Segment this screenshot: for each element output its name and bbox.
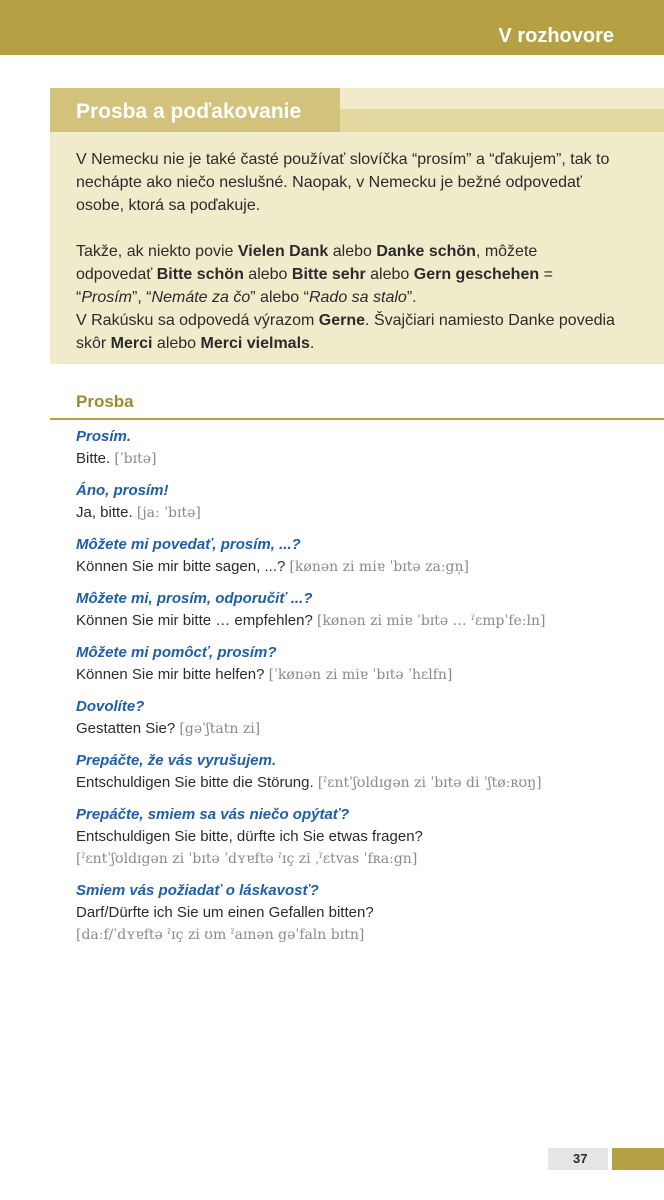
phrase-pronunciation: [daːf/ˈdʏɐftə ˀɪç zi ʊm ˀaɪnən gəˈfaln bɪtn] (76, 927, 365, 943)
info-box-title: Prosba a poďakovanie (76, 100, 302, 123)
phrase-pronunciation: [ˀɛntˈʃʊldɪgən zi ˈbɪtə ˈdʏɐftə ˀɪç zi ˌˀɛtvas ˈfʀaːgn] (76, 851, 418, 867)
phrase-german: Können Sie mir bitte sagen, ...? [kønən zi miɐ ˈbɪtə zaːgn̩] (76, 558, 469, 575)
phrase-slovak: Dovolíte? (76, 698, 145, 715)
phrase-german: Entschuldigen Sie bitte, dürfte ich Sie etwas fragen? (76, 828, 423, 845)
phrase-german: Ja, bitte. [jaː ˈbɪtə] (76, 504, 201, 521)
header-bar (0, 0, 664, 55)
phrase-item (76, 588, 646, 632)
phrase-item (76, 750, 646, 794)
phrase-german: Können Sie mir bitte helfen? [ˈkønən zi miɐ ˈbɪtə ˈhɛlfn] (76, 666, 453, 683)
phrase-item (76, 642, 646, 686)
phrase-slovak: Môžete mi pomôcť, prosím? (76, 644, 277, 661)
phrase-item (76, 480, 646, 524)
phrase-pronunciation: [ˀɛntˈʃʊldɪgən zi ˈbɪtə di ˈʃtøːʀʊŋ] (317, 775, 542, 791)
section-divider (50, 418, 664, 420)
chapter-title: V rozhovore (498, 25, 614, 47)
info-paragraph-1: V Nemecku nie je také časté používať slovíčka “prosím” a “ďakujem”, tak to nechápte ako niečo neslušné. Naopak, v Nemecku je bežné odpovedať osobe, ktorá sa poďakuje. (76, 151, 610, 214)
phrase-german: Darf/Dürfte ich Sie um einen Gefallen bitten? (76, 904, 374, 921)
phrase-pronunciation: [jaː ˈbɪtə] (136, 505, 201, 521)
phrase-german: Gestatten Sie? [gəˈʃtatn zi] (76, 720, 261, 737)
info-paragraph-2: Takže, ak niekto povie Vielen Dank alebo Danke schön, môžete odpovedať Bitte schön alebo Bitte sehr alebo Gern geschehen = “Prosím”, “Nemáte za čo” alebo “Rado sa stalo”. V Rakúsku sa odpovedá výrazom Gerne. Švajčiari namiesto Danke povedia skôr Merci alebo Merci vielmals. (76, 243, 615, 352)
phrase-pronunciation: [gəˈʃtatn zi] (179, 721, 261, 737)
phrase-slovak: Môžete mi, prosím, odporučiť ...? (76, 590, 313, 607)
phrase-pronunciation: [ˈbɪtə] (114, 451, 157, 467)
phrase-slovak: Môžete mi povedať, prosím, ...? (76, 536, 301, 553)
phrase-item (76, 426, 646, 470)
phrase-slovak: Smiem vás požiadať o láskavosť? (76, 882, 319, 899)
phrase-slovak: Prosím. (76, 428, 132, 445)
phrase-item (76, 804, 646, 870)
page-number-box (548, 1148, 608, 1170)
info-box-text (76, 148, 616, 355)
phrase-pronunciation: [kønən zi miɐ ˈbɪtə … ˀɛmpˈfeːln] (316, 613, 546, 629)
phrase-item (76, 534, 646, 578)
phrase-pronunciation: [kønən zi miɐ ˈbɪtə zaːgn̩] (289, 559, 469, 575)
phrase-item (76, 880, 646, 946)
phrase-pronunciation: [ˈkønən zi miɐ ˈbɪtə ˈhɛlfn] (268, 667, 453, 683)
section-title: Prosba (76, 392, 134, 411)
phrase-list (76, 426, 646, 956)
phrase-item (76, 696, 646, 740)
phrase-german: Entschuldigen Sie bitte die Störung. [ˀɛntˈʃʊldɪgən zi ˈbɪtə di ˈʃtøːʀʊŋ] (76, 774, 542, 791)
phrase-german: Bitte. [ˈbɪtə] (76, 450, 157, 467)
phrase-slovak: Prepáčte, že vás vyrušujem. (76, 752, 277, 769)
phrase-slovak: Áno, prosím! (76, 482, 169, 499)
page-number: 37 (573, 1151, 588, 1166)
phrase-german: Können Sie mir bitte … empfehlen? [kønən zi miɐ ˈbɪtə … ˀɛmpˈfeːln] (76, 612, 546, 629)
phrase-slovak: Prepáčte, smiem sa vás niečo opýtať? (76, 806, 350, 823)
info-box-title-tab (50, 88, 340, 132)
page-accent-bar (612, 1148, 664, 1170)
